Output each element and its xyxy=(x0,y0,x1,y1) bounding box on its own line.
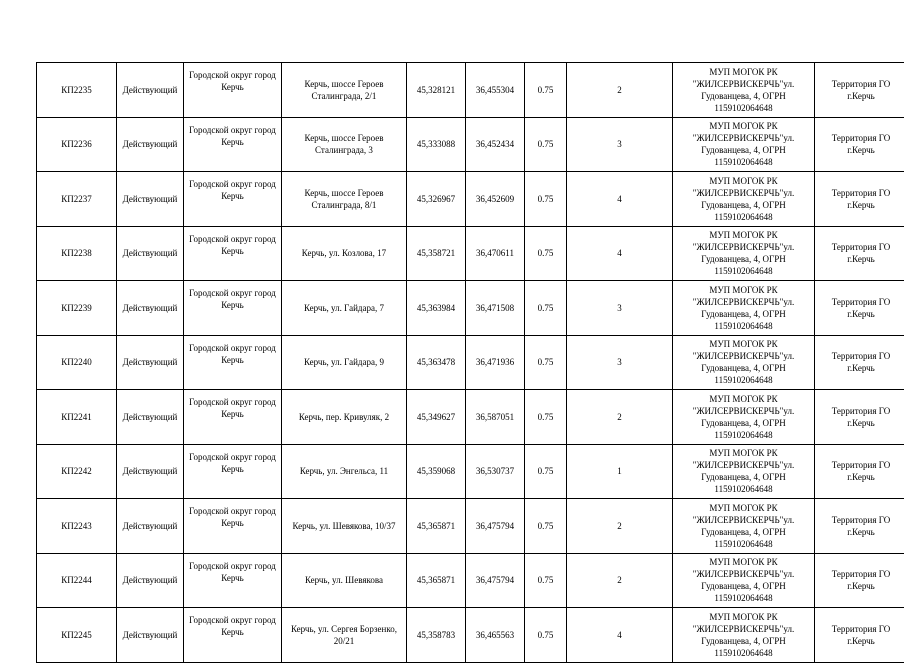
territory-cell: Территория ГО г.Керчь xyxy=(815,553,904,608)
longitude-cell: 36,475794 xyxy=(466,553,525,608)
owner-cell: МУП МОГОК РК "ЖИЛСЕРВИСКЕРЧЬ"ул. Гудованцева, 4, ОГРН 115910206464​8 xyxy=(673,117,815,172)
table-row xyxy=(37,444,904,499)
latitude-cell: 45,358721 xyxy=(407,226,466,281)
status-cell: Действующий xyxy=(117,444,184,499)
address-cell: Керчь, шоссе Героев Сталинграда, 3 xyxy=(282,117,407,172)
status-cell: Действующий xyxy=(117,63,184,118)
status-cell: Действующий xyxy=(117,608,184,663)
address-cell: Керчь, ул. Гайдара, 7 xyxy=(282,281,407,336)
longitude-cell: 36,465563 xyxy=(466,608,525,663)
longitude-cell: 36,587051 xyxy=(466,390,525,445)
territory-cell: Территория ГО г.Керчь xyxy=(815,390,904,445)
site-code-cell: КП2238 xyxy=(37,226,117,281)
status-cell: Действующий xyxy=(117,281,184,336)
longitude-cell: 36,475794 xyxy=(466,499,525,554)
longitude-cell: 36,452609 xyxy=(466,172,525,227)
territory-cell: Территория ГО г.Керчь xyxy=(815,117,904,172)
address-cell: Керчь, ул. Шевякова xyxy=(282,553,407,608)
container-count-cell: 3 xyxy=(567,117,673,172)
container-sites-table xyxy=(36,62,904,663)
container-count-cell: 2 xyxy=(567,63,673,118)
latitude-cell: 45,363478 xyxy=(407,335,466,390)
site-code-cell: КП2235 xyxy=(37,63,117,118)
table-row xyxy=(37,608,904,663)
table-row xyxy=(37,335,904,390)
owner-cell: МУП МОГОК РК "ЖИЛСЕРВИСКЕРЧЬ"ул. Гудованцева, 4, ОГРН 115910206464​8 xyxy=(673,281,815,336)
table-row xyxy=(37,226,904,281)
address-cell: Керчь, пер. Кривуляк, 2 xyxy=(282,390,407,445)
owner-cell: МУП МОГОК РК "ЖИЛСЕРВИСКЕРЧЬ"ул. Гудованцева, 4, ОГРН 115910206464​8 xyxy=(673,553,815,608)
longitude-cell: 36,470611 xyxy=(466,226,525,281)
site-code-cell: КП2241 xyxy=(37,390,117,445)
container-count-cell: 1 xyxy=(567,444,673,499)
territory-cell: Территория ГО г.Керчь xyxy=(815,281,904,336)
district-cell: Городской округ город Керчь xyxy=(184,553,282,608)
district-cell: Городской округ город Керчь xyxy=(184,608,282,663)
table-row xyxy=(37,63,904,118)
owner-cell: МУП МОГОК РК "ЖИЛСЕРВИСКЕРЧЬ"ул. Гудованцева, 4, ОГРН 115910206464​8 xyxy=(673,608,815,663)
territory-cell: Территория ГО г.Керчь xyxy=(815,335,904,390)
site-code-cell: КП2236 xyxy=(37,117,117,172)
latitude-cell: 45,333088 xyxy=(407,117,466,172)
container-count-cell: 4 xyxy=(567,172,673,227)
volume-cell: 0.75 xyxy=(525,335,567,390)
container-count-cell: 2 xyxy=(567,390,673,445)
status-cell: Действующий xyxy=(117,499,184,554)
volume-cell: 0.75 xyxy=(525,63,567,118)
longitude-cell: 36,452434 xyxy=(466,117,525,172)
address-cell: Керчь, ул. Энгельса, 11 xyxy=(282,444,407,499)
site-code-cell: КП2239 xyxy=(37,281,117,336)
volume-cell: 0.75 xyxy=(525,553,567,608)
volume-cell: 0.75 xyxy=(525,499,567,554)
table-row xyxy=(37,172,904,227)
owner-cell: МУП МОГОК РК "ЖИЛСЕРВИСКЕРЧЬ"ул. Гудованцева, 4, ОГРН 115910206464​8 xyxy=(673,63,815,118)
site-code-cell: КП2244 xyxy=(37,553,117,608)
district-cell: Городской округ город Керчь xyxy=(184,390,282,445)
territory-cell: Территория ГО г.Керчь xyxy=(815,608,904,663)
table-row xyxy=(37,117,904,172)
container-count-cell: 2 xyxy=(567,499,673,554)
site-code-cell: КП2242 xyxy=(37,444,117,499)
volume-cell: 0.75 xyxy=(525,608,567,663)
table-row xyxy=(37,553,904,608)
status-cell: Действующий xyxy=(117,117,184,172)
status-cell: Действующий xyxy=(117,390,184,445)
district-cell: Городской округ город Керчь xyxy=(184,335,282,390)
territory-cell: Территория ГО г.Керчь xyxy=(815,63,904,118)
address-cell: Керчь, шоссе Героев Сталинграда, 8/1 xyxy=(282,172,407,227)
site-code-cell: КП2245 xyxy=(37,608,117,663)
district-cell: Городской округ город Керчь xyxy=(184,444,282,499)
address-cell: Керчь, ул. Шевякова, 10/37 xyxy=(282,499,407,554)
owner-cell: МУП МОГОК РК "ЖИЛСЕРВИСКЕРЧЬ"ул. Гудованцева, 4, ОГРН 115910206464​8 xyxy=(673,172,815,227)
address-cell: Керчь, ул. Гайдара, 9 xyxy=(282,335,407,390)
status-cell: Действующий xyxy=(117,553,184,608)
table-row xyxy=(37,281,904,336)
district-cell: Городской округ город Керчь xyxy=(184,117,282,172)
address-cell: Керчь, ул. Козлова, 17 xyxy=(282,226,407,281)
district-cell: Городской округ город Керчь xyxy=(184,281,282,336)
container-count-cell: 3 xyxy=(567,335,673,390)
district-cell: Городской округ город Керчь xyxy=(184,499,282,554)
latitude-cell: 45,359068 xyxy=(407,444,466,499)
owner-cell: МУП МОГОК РК "ЖИЛСЕРВИСКЕРЧЬ"ул. Гудованцева, 4, ОГРН 115910206464​8 xyxy=(673,444,815,499)
volume-cell: 0.75 xyxy=(525,444,567,499)
site-code-cell: КП2243 xyxy=(37,499,117,554)
address-cell: Керчь, шоссе Героев Сталинграда, 2/1 xyxy=(282,63,407,118)
latitude-cell: 45,326967 xyxy=(407,172,466,227)
container-count-cell: 4 xyxy=(567,226,673,281)
owner-cell: МУП МОГОК РК "ЖИЛСЕРВИСКЕРЧЬ"ул. Гудованцева, 4, ОГРН 115910206464​8 xyxy=(673,390,815,445)
district-cell: Городской округ город Керчь xyxy=(184,226,282,281)
volume-cell: 0.75 xyxy=(525,281,567,336)
longitude-cell: 36,455304 xyxy=(466,63,525,118)
longitude-cell: 36,530737 xyxy=(466,444,525,499)
volume-cell: 0.75 xyxy=(525,390,567,445)
document-sheet xyxy=(36,62,868,663)
container-count-cell: 3 xyxy=(567,281,673,336)
table-row xyxy=(37,499,904,554)
owner-cell: МУП МОГОК РК "ЖИЛСЕРВИСКЕРЧЬ"ул. Гудованцева, 4, ОГРН 115910206464​8 xyxy=(673,499,815,554)
address-cell: Керчь, ул. Сергея Борзенко, 20/21 xyxy=(282,608,407,663)
site-code-cell: КП2237 xyxy=(37,172,117,227)
longitude-cell: 36,471508 xyxy=(466,281,525,336)
site-code-cell: КП2240 xyxy=(37,335,117,390)
latitude-cell: 45,365871 xyxy=(407,499,466,554)
owner-cell: МУП МОГОК РК "ЖИЛСЕРВИСКЕРЧЬ"ул. Гудованцева, 4, ОГРН 115910206464​8 xyxy=(673,335,815,390)
table-body xyxy=(37,63,904,663)
status-cell: Действующий xyxy=(117,226,184,281)
volume-cell: 0.75 xyxy=(525,172,567,227)
status-cell: Действующий xyxy=(117,335,184,390)
latitude-cell: 45,349627 xyxy=(407,390,466,445)
territory-cell: Территория ГО г.Керчь xyxy=(815,444,904,499)
volume-cell: 0.75 xyxy=(525,117,567,172)
latitude-cell: 45,328121 xyxy=(407,63,466,118)
territory-cell: Территория ГО г.Керчь xyxy=(815,226,904,281)
status-cell: Действующий xyxy=(117,172,184,227)
latitude-cell: 45,358783 xyxy=(407,608,466,663)
owner-cell: МУП МОГОК РК "ЖИЛСЕРВИСКЕРЧЬ"ул. Гудованцева, 4, ОГРН 115910206464​8 xyxy=(673,226,815,281)
table-row xyxy=(37,390,904,445)
latitude-cell: 45,363984 xyxy=(407,281,466,336)
longitude-cell: 36,471936 xyxy=(466,335,525,390)
district-cell: Городской округ город Керчь xyxy=(184,172,282,227)
territory-cell: Территория ГО г.Керчь xyxy=(815,172,904,227)
latitude-cell: 45,365871 xyxy=(407,553,466,608)
district-cell: Городской округ город Керчь xyxy=(184,63,282,118)
volume-cell: 0.75 xyxy=(525,226,567,281)
territory-cell: Территория ГО г.Керчь xyxy=(815,499,904,554)
container-count-cell: 4 xyxy=(567,608,673,663)
container-count-cell: 2 xyxy=(567,553,673,608)
